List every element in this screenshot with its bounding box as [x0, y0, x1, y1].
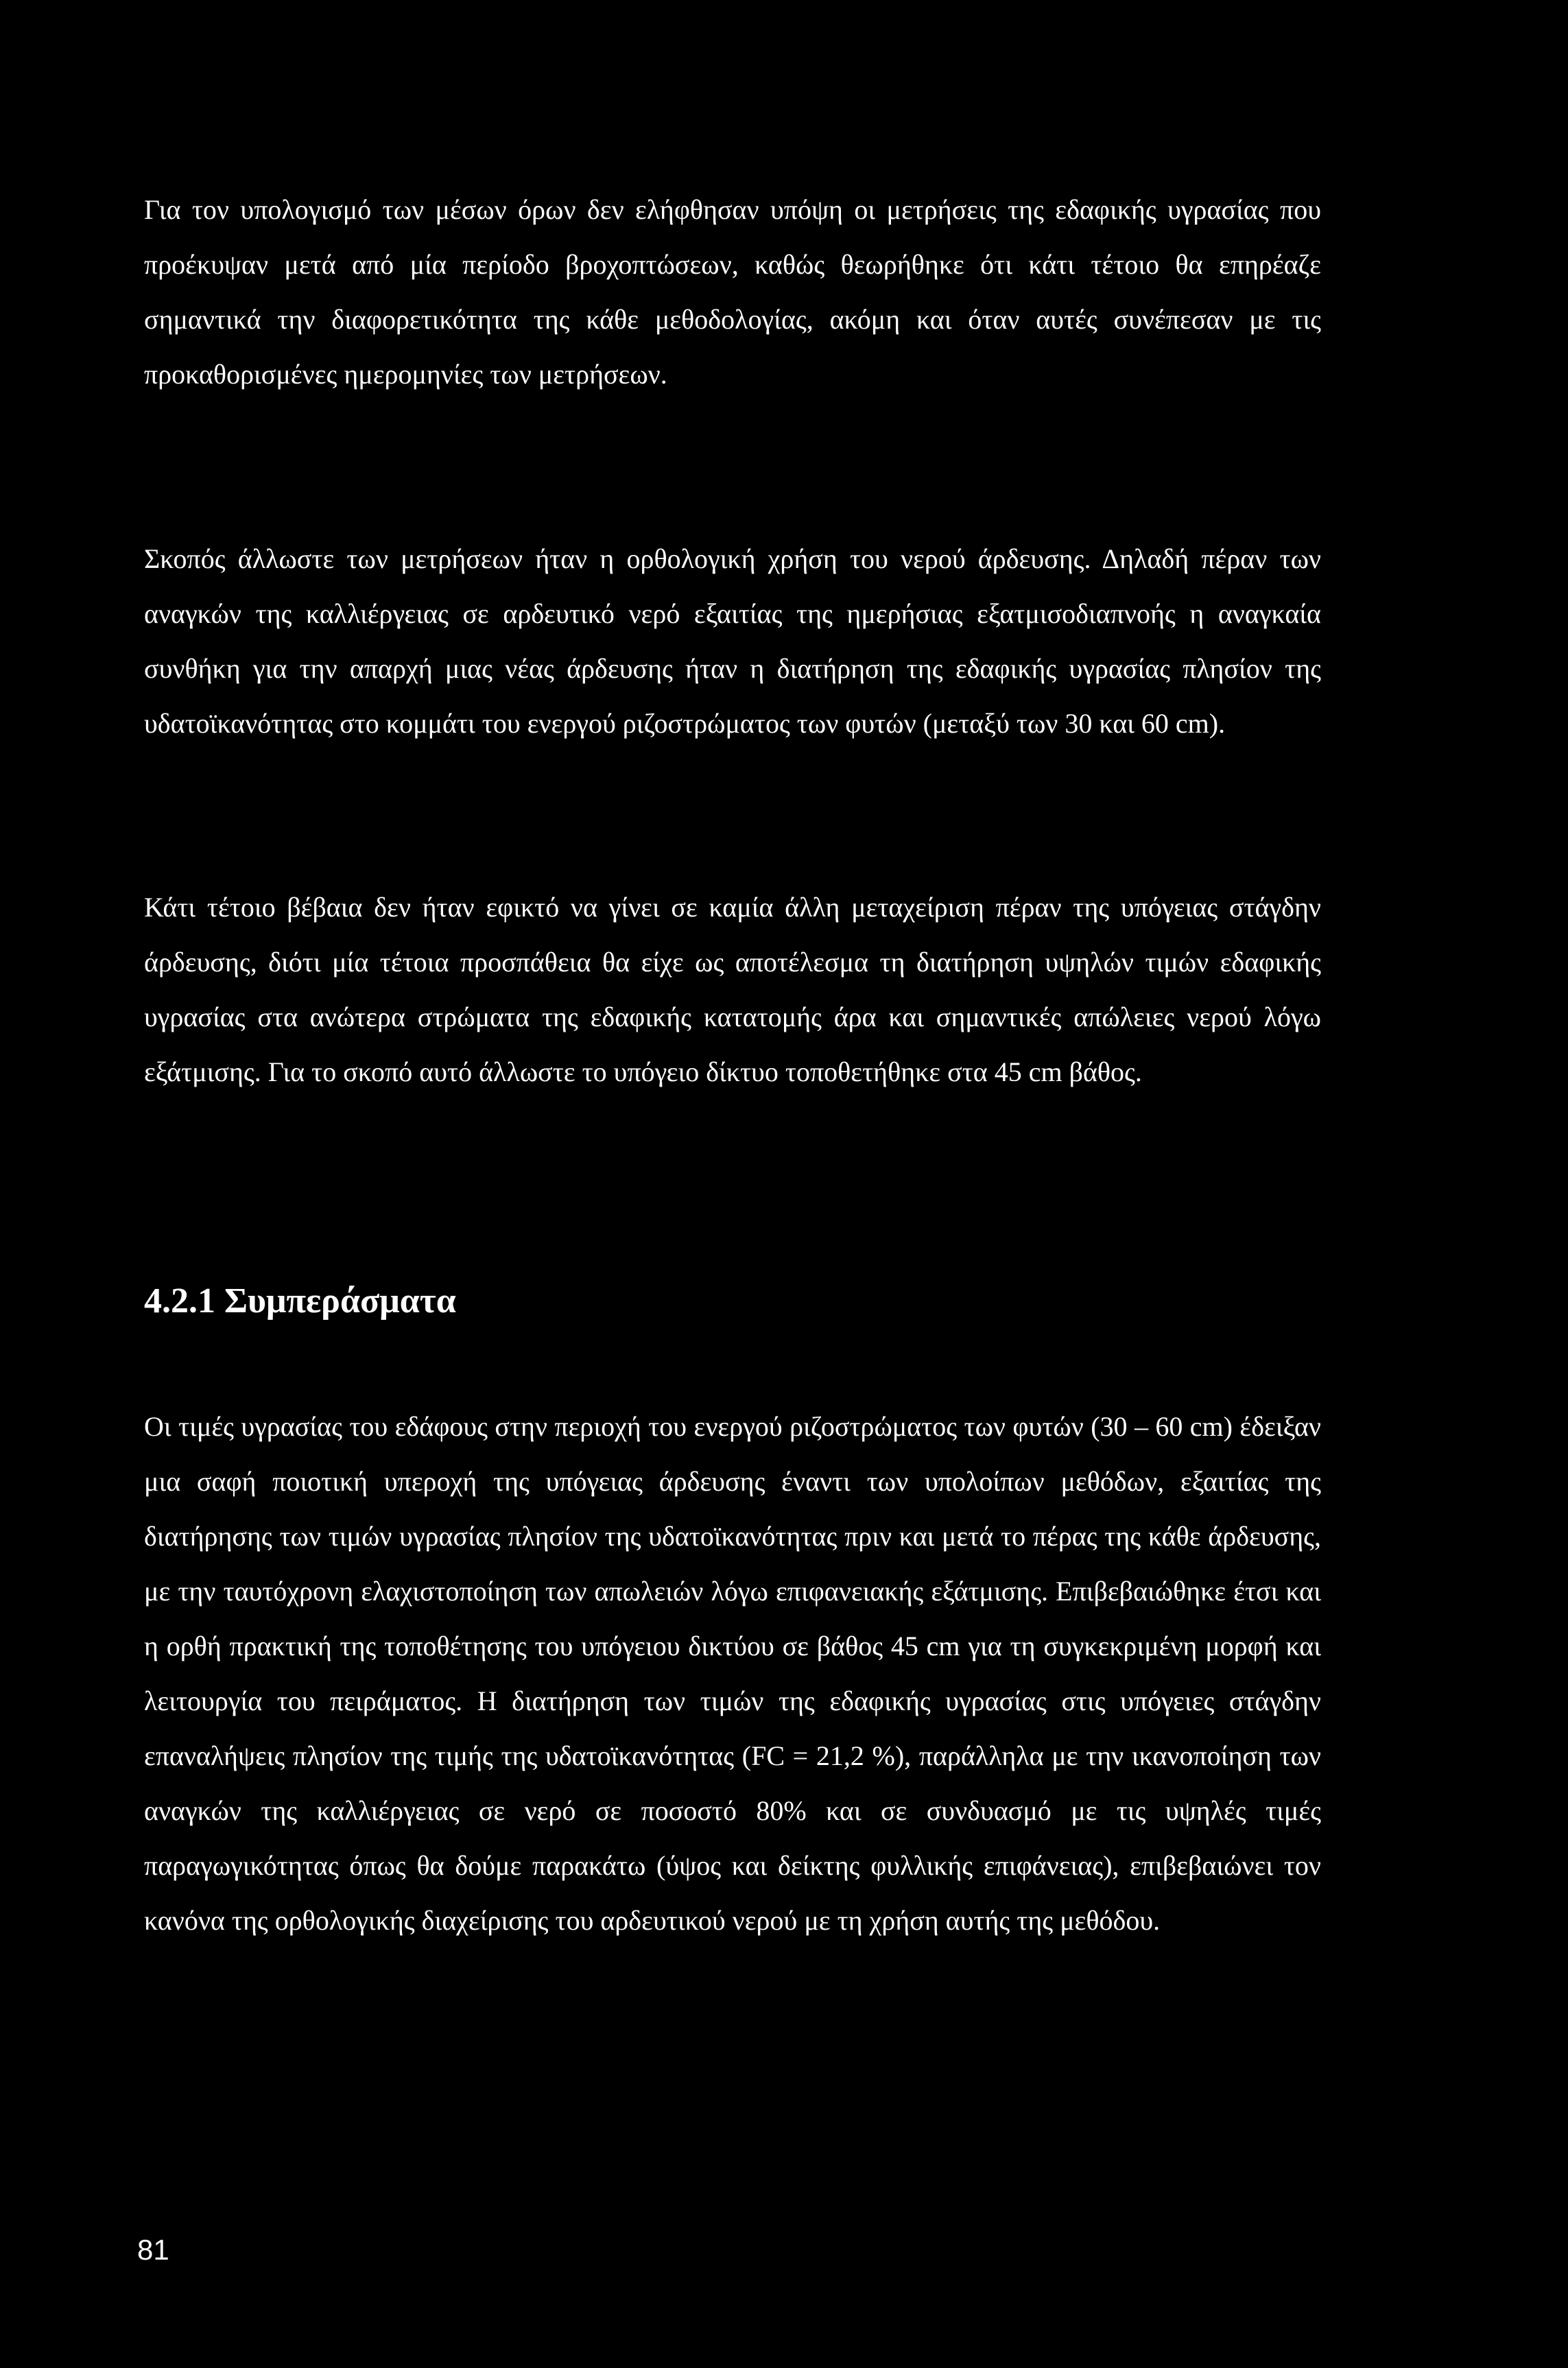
section-heading: 4.2.1 Συμπεράσματα	[144, 1281, 456, 1321]
body-paragraph-2: Σκοπός άλλωστε των μετρήσεων ήταν η ορθολογική χρήση του νερού άρδευσης. Δηλαδή πέραν των αναγκών της καλλιέργειας σε αρδευτικό νερό εξαιτίας της ημερήσιας εξατμισοδιαπνοής η αναγκαία συνθήκη για την απαρχή μιας νέας άρδευσης ήταν η διατήρηση της εδαφικής υγρασίας πλησίον της υδατοϊκανότητας στο κομμάτι του ενεργού ριζοστρώματος των φυτών (μεταξύ των 30 και 60 cm).	[144, 543, 1321, 739]
page-number: 81	[137, 2234, 169, 2266]
conclusion-paragraph: Οι τιμές υγρασίας του εδάφους στην περιοχή του ενεργού ριζοστρώματος των φυτών (30 – 60 cm) έδειξαν μια σαφή ποιοτική υπεροχή της υπόγειας άρδευσης έναντι των υπολοίπων μεθόδων, εξαιτίας της διατήρησης των τιμών υγρασίας πλησίον της υδατοϊκανότητας πριν και μετά το πέρας της κάθε άρδευσης, με την ταυτόχρονη ελαχιστοποίηση των απωλειών λόγω επιφανειακής εξάτμισης. Επιβεβαιώθηκε έτσι και η ορθή πρακτική της τοποθέτησης του υπόγειου δικτύου σε βάθος 45 cm για τη συγκεκριμένη μορφή και λειτουργία του πειράματος. Η διατήρηση των τιμών της εδαφικής υγρασίας στις υπόγειες στάγδην επαναλήψεις πλησίον της τιμής της υδατοϊκανότητας (FC = 21,2 %), παράλληλα με την ικανοποίηση των αναγκών της καλλιέργειας σε νερό σε ποσοστό 80% και σε συνδυασμό με τις υψηλές τιμές παραγωγικότητας όπως θα δούμε παρακάτω (ύψος και δείκτης φυλλικής επιφάνειας), επιβεβαιώνει τον κανόνα της ορθολογικής διαχείρισης του αρδευτικού νερού με τη χρήση αυτής της μεθόδου.	[144, 1411, 1321, 1936]
body-paragraph-3: Κάτι τέτοιο βέβαια δεν ήταν εφικτό να γίνει σε καμία άλλη μεταχείριση πέραν της υπόγειας στάγδην άρδευσης, διότι μία τέτοια προσπάθεια θα είχε ως αποτέλεσμα τη διατήρηση υψηλών τιμών εδαφικής υγρασίας στα ανώτερα στρώματα της εδαφικής κατατομής άρα και σημαντικές απώλειες νερού λόγω εξάτμισης. Για το σκοπό αυτό άλλωστε το υπόγειο δίκτυο τοποθετήθηκε στα 45 cm βάθος.	[144, 892, 1321, 1087]
body-paragraph-1: Για τον υπολογισμό των μέσων όρων δεν ελήφθησαν υπόψη οι μετρήσεις της εδαφικής υγρασίας που προέκυψαν μετά από μία περίοδο βροχοπτώσεων, καθώς θεωρήθηκε ότι κάτι τέτοιο θα επηρέαζε σημαντικά την διαφορετικότητα της κάθε μεθοδολογίας, ακόμη και όταν αυτές συνέπεσαν με τις προκαθορισμένες ημερομηνίες των μετρήσεων.	[144, 194, 1321, 390]
